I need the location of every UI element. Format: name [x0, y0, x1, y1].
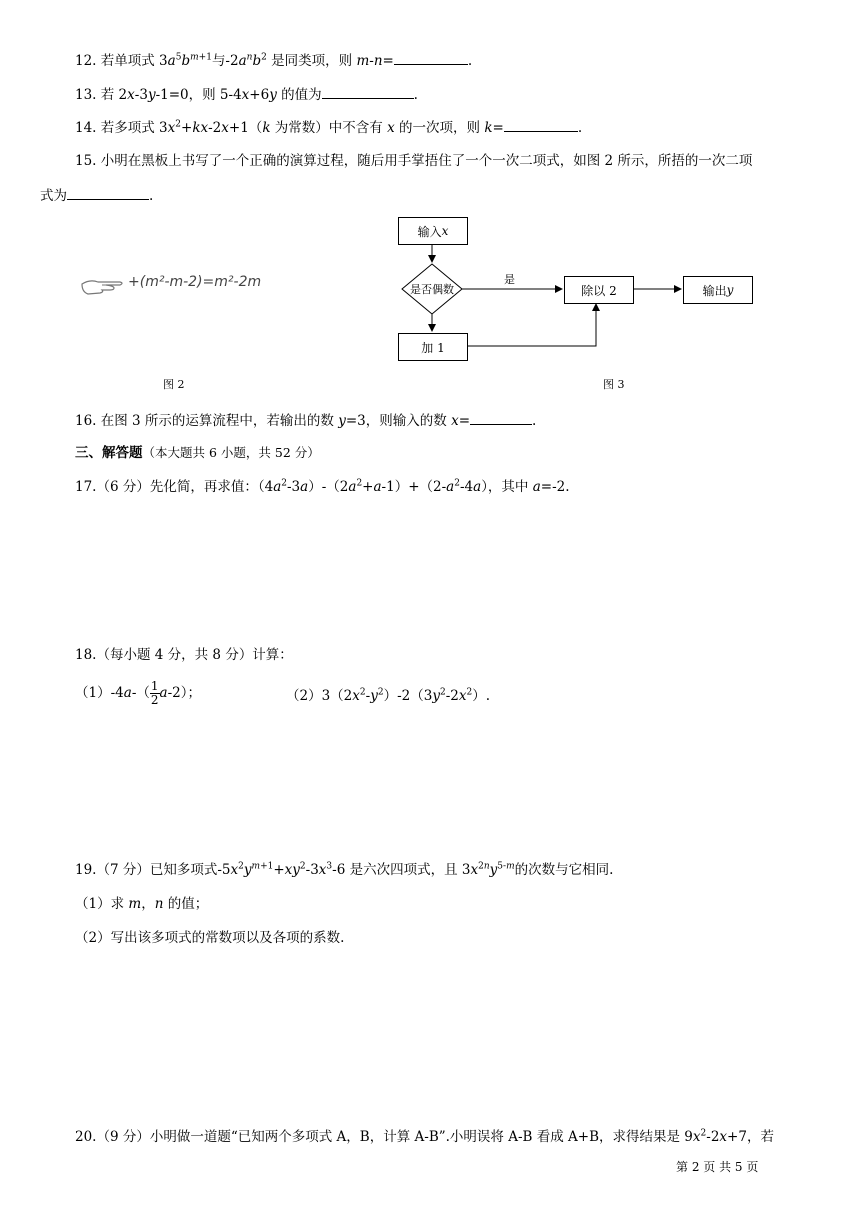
- question-12: 12. 若单项式 $3a^5b^{m+1}$与$-2a^nb^2$ 是同类项，则 m-n= .: [75, 50, 472, 71]
- flow-add-box: 加 1: [398, 333, 468, 361]
- question-18-part-1: （1）-4a-（ $\frac{1}{2}$ a-2）；: [75, 679, 201, 707]
- section-3-heading: 三、解答题（本大题共 6 小题，共 52 分）: [75, 445, 320, 461]
- figure-3-caption: 图 3: [603, 378, 625, 391]
- question-13: 13. 若 2x-3y-1=0，则 5-4x+6y 的值为 .: [75, 84, 418, 105]
- question-19-part-2: （2）写出该多项式的常数项以及各项的系数.: [75, 930, 345, 946]
- question-15-line1: 15. 小明在黑板上书写了一个正确的演算过程，随后用手掌捂住了一个一次二项式，如图 2 所示，所捂的一次二项: [75, 153, 753, 169]
- flow-decision-label: 是否偶数: [410, 283, 454, 296]
- question-16: 16. 在图 3 所示的运算流程中，若输出的数 y=3，则输入的数 x= .: [75, 410, 536, 431]
- question-18: 18.（每小题 4 分，共 8 分）计算：: [75, 647, 293, 663]
- question-17: 17.（6 分）先化简，再求值：$(4a^2-3a)-(2a^2+a-1)+(2-a^2-4a)$，其中 a=-2.: [75, 478, 570, 495]
- question-15-line2: 式为 .: [40, 185, 153, 206]
- question-19-part-1: （1）求 m，n 的值；: [75, 896, 209, 912]
- figure-2-caption: 图 2: [163, 378, 185, 391]
- flow-divide-box: 除以 2: [564, 276, 634, 304]
- covered-equation: +(m²-m-2)=m²-2m: [128, 274, 262, 290]
- answer-blank[interactable]: [470, 410, 532, 425]
- question-19: 19.（7 分）已知多项式$-5x^2y^{m+1}+xy^2-3x^3-6$ 是六次四项式，且 $3x^{2n}y^{5-m}$的次数与它相同.: [75, 861, 614, 878]
- question-18-part-2: $(2)3(2x^2-y^2)-2(3y^2-2x^2)$.: [286, 687, 491, 704]
- question-20: 20.（9 分）小明做一道题“已知两个多项式 A，B，计算 A-B”.小明误将 A-B 看成 A+B，求得结果是 $9x^2-2x+7$，若: [75, 1128, 774, 1145]
- flow-input-box: 输入 x: [398, 217, 468, 245]
- page-footer: 第 2 页 共 5 页: [676, 1160, 759, 1174]
- flow-output-box: 输出 y: [683, 276, 753, 304]
- question-14: 14. 若多项式 $3x^2+kx-2x+1(k$ 为常数）中不含有 x 的一次项，则 k= .: [75, 117, 582, 138]
- fraction-one-half: $\frac{1}{2}$: [150, 679, 159, 707]
- flow-yes-label: 是: [504, 273, 515, 286]
